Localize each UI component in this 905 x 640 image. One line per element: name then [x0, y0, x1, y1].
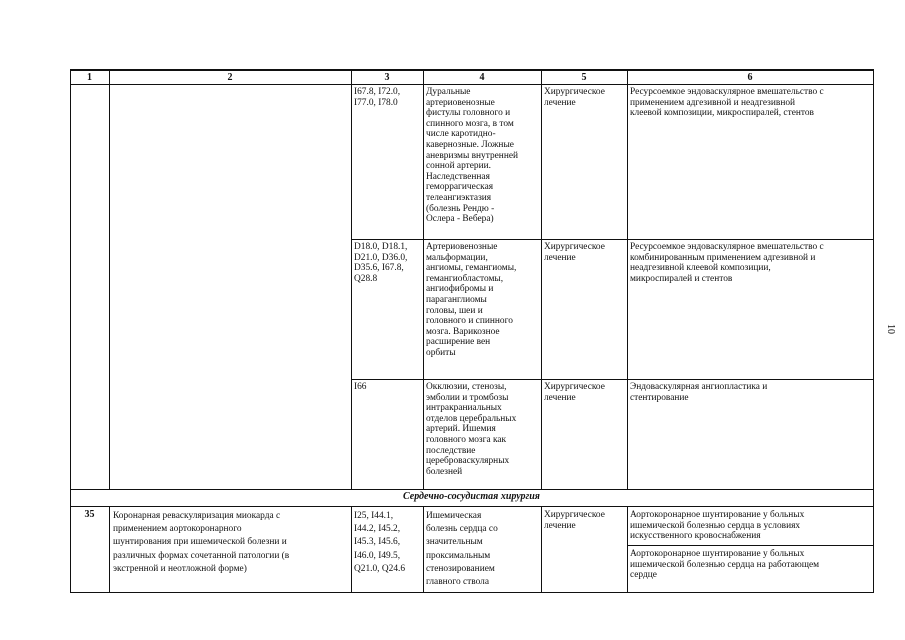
column-border — [351, 506, 352, 593]
column-border — [109, 69, 110, 490]
treatment-method-cell: Ресурсоемкое эндоваскулярное вмешательство с применением адгезивной и неадгезивной клеевой композиции, микроспиралей, стентов — [630, 87, 824, 119]
care-type-name-cell: Коронарная реваскуляризация миокарда с применением аортокоронарного шунтирования при ишемической болезни и различных формах сочетанной патологии (в экстренной и неотложной форме) — [113, 511, 290, 574]
treatment-method-cell: Эндоваскулярная ангиопластика и стентирование — [630, 382, 768, 403]
header-bottom-border — [70, 84, 873, 85]
patient-model-cell: Артериовенозные мальформации, ангиомы, гемангиомы, гемангиобластомы, ангиофибромы и параганглиомы головы, шеи и головного и спинного мозга. Варикозное расширение вен орбиты — [426, 242, 517, 358]
row-divider — [351, 239, 873, 240]
patient-model-cell: Окклюзии, стенозы, эмболии и тромбозы интракраниальных отделов церебральных артерий. Ишемия головного мозга как последствие цереброваскулярных болезней — [426, 382, 517, 477]
column-border — [423, 69, 424, 490]
treatment-method-cell: Аортокоронарное шунтирование у больных ишемической болезнью сердца на работающем сердце — [630, 549, 820, 581]
column-border — [423, 506, 424, 593]
table-bottom-border — [70, 592, 873, 593]
column-header: 1 — [87, 72, 92, 83]
column-border — [627, 69, 628, 490]
treatment-type-cell: Хирургическое лечение — [544, 87, 605, 108]
treatment-method-cell: Ресурсоемкое эндоваскулярное вмешательство с комбинированным применением адгезивной и неадгезивной клеевой композиции, микроспиралей и стентов — [630, 242, 824, 284]
column-header: 6 — [747, 72, 753, 83]
column-border — [541, 69, 542, 490]
page-number: 10 — [885, 324, 896, 334]
column-header: 2 — [227, 72, 233, 83]
patient-model-cell: Ишемическая болезнь сердца со значительным проксимальным стенозированием главного ствола — [426, 511, 498, 588]
table-top-border — [70, 69, 873, 71]
column-header: 3 — [384, 72, 390, 83]
column-border — [627, 506, 628, 593]
column-header: 4 — [479, 72, 485, 83]
diagnosis-codes-cell: I67.8, I72.0, I77.0, I78.0 — [354, 87, 401, 108]
row-divider — [351, 379, 873, 380]
row-number: 35 — [84, 509, 95, 520]
section-title: Сердечно-сосудистая хирургия — [403, 491, 540, 502]
section-top-border — [70, 489, 873, 490]
treatment-method-cell: Аортокоронарное шунтирование у больных ишемической болезнью сердца в условиях искусственного кровоснабжения — [630, 510, 805, 542]
treatment-type-cell: Хирургическое лечение — [544, 382, 605, 403]
column-border — [541, 506, 542, 593]
column-border — [873, 69, 874, 593]
diagnosis-codes-cell: I66 — [354, 382, 367, 392]
treatment-type-cell: Хирургическое лечение — [544, 510, 605, 531]
section-bottom-border — [70, 506, 873, 507]
diagnosis-codes-cell: I25, I44.1, I44.2, I45.2, I45.3, I45.6, I46.0, I49.5, Q21.0, Q24.6 — [354, 511, 406, 574]
patient-model-cell: Дуральные артериовенозные фистулы головного и спинного мозга, в том числе каротидно- кавернозные. Ложные аневризмы внутренней сонной артерии. Наследственная геморрагическая телеангиэктазия (болезнь Рендю - Ослера - Вебера) — [426, 87, 519, 225]
column-border — [109, 506, 110, 593]
column-header: 5 — [581, 72, 587, 83]
method-divider — [627, 545, 873, 546]
column-border — [351, 69, 352, 490]
treatment-type-cell: Хирургическое лечение — [544, 242, 605, 263]
diagnosis-codes-cell: D18.0, D18.1, D21.0, D36.0, D35.6, I67.8, Q28.8 — [354, 242, 408, 284]
